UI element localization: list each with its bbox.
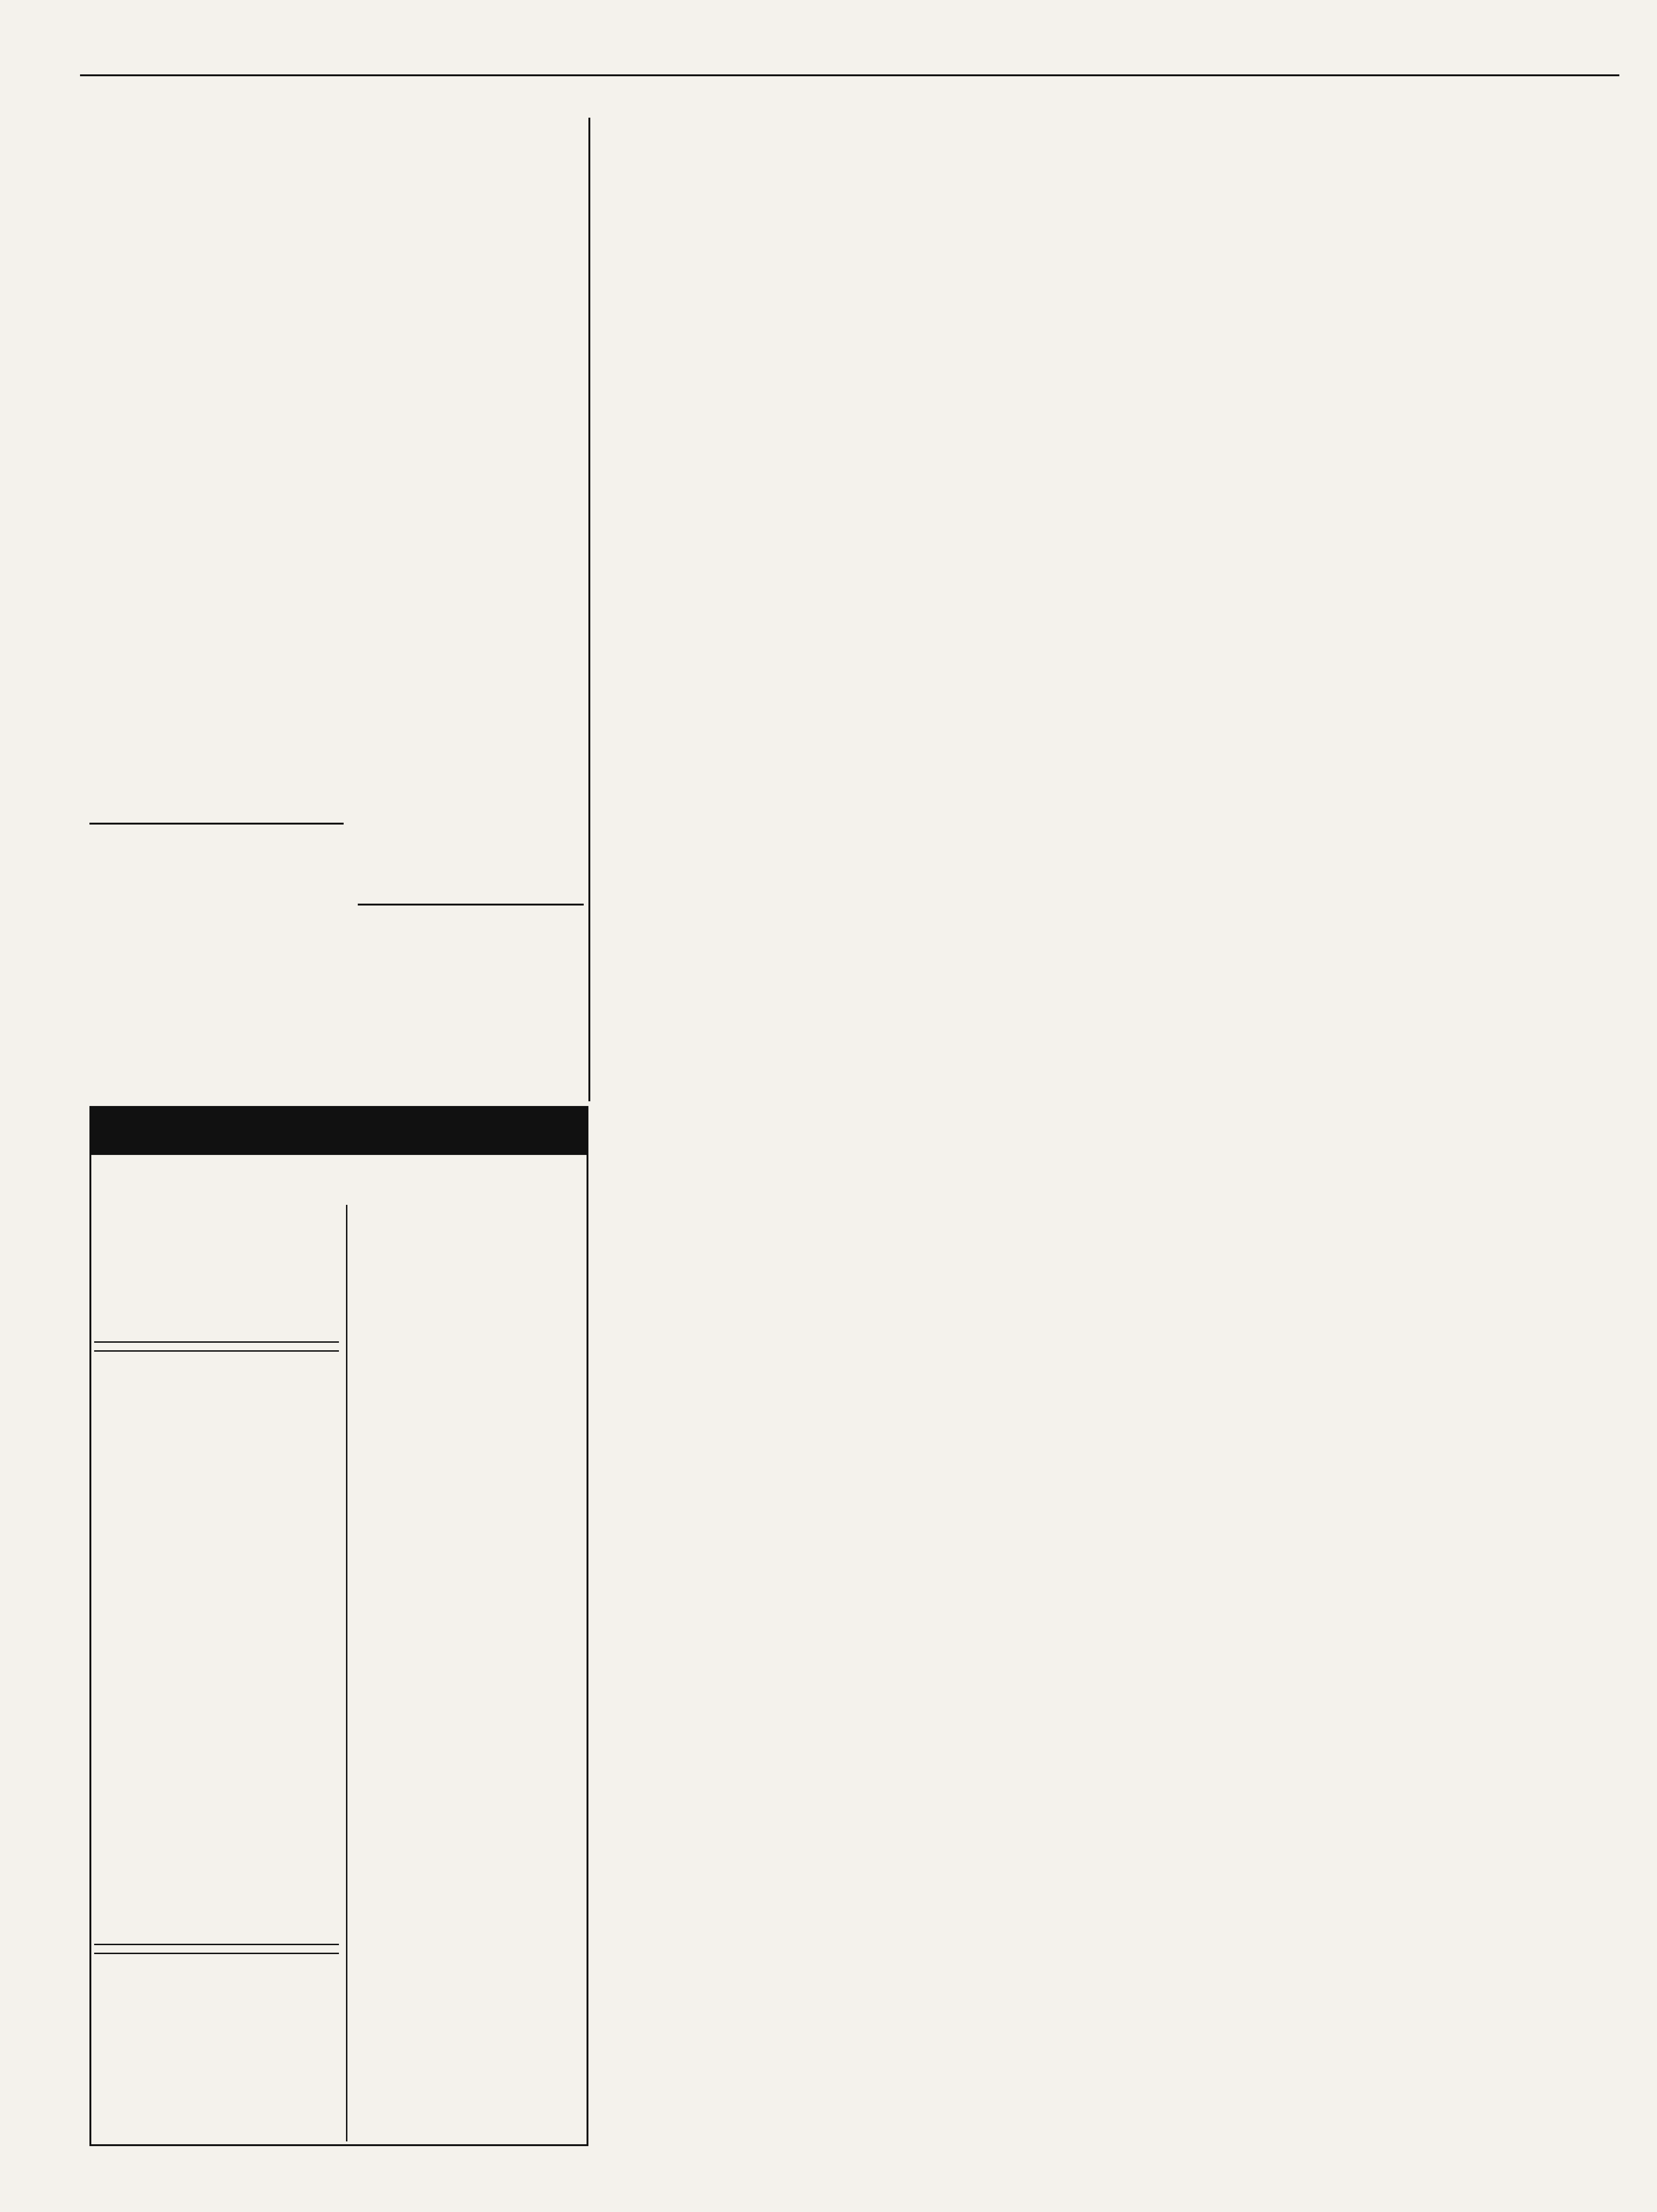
agric-body-col4 bbox=[1375, 311, 1610, 319]
agric-body-col1 bbox=[603, 311, 838, 317]
tempo-divider bbox=[346, 1205, 347, 2141]
agric-body-col2 bbox=[857, 311, 1102, 319]
temps-title bbox=[94, 1341, 339, 1352]
tribunal-top-rule bbox=[89, 823, 344, 825]
masthead-rule bbox=[80, 74, 1619, 76]
extremas-title bbox=[94, 1944, 339, 1954]
habilitacao-top-rule bbox=[358, 904, 584, 906]
habilitacao-ad bbox=[358, 914, 584, 921]
agric-body-col3 bbox=[1116, 311, 1360, 317]
viseu-body-col2 bbox=[346, 272, 591, 279]
column-rule bbox=[588, 118, 590, 1101]
tribunal-ad bbox=[89, 833, 344, 840]
tempo-box bbox=[89, 1153, 588, 2146]
viseu-body-col1 bbox=[90, 272, 363, 279]
tempo-band bbox=[89, 1106, 588, 1153]
